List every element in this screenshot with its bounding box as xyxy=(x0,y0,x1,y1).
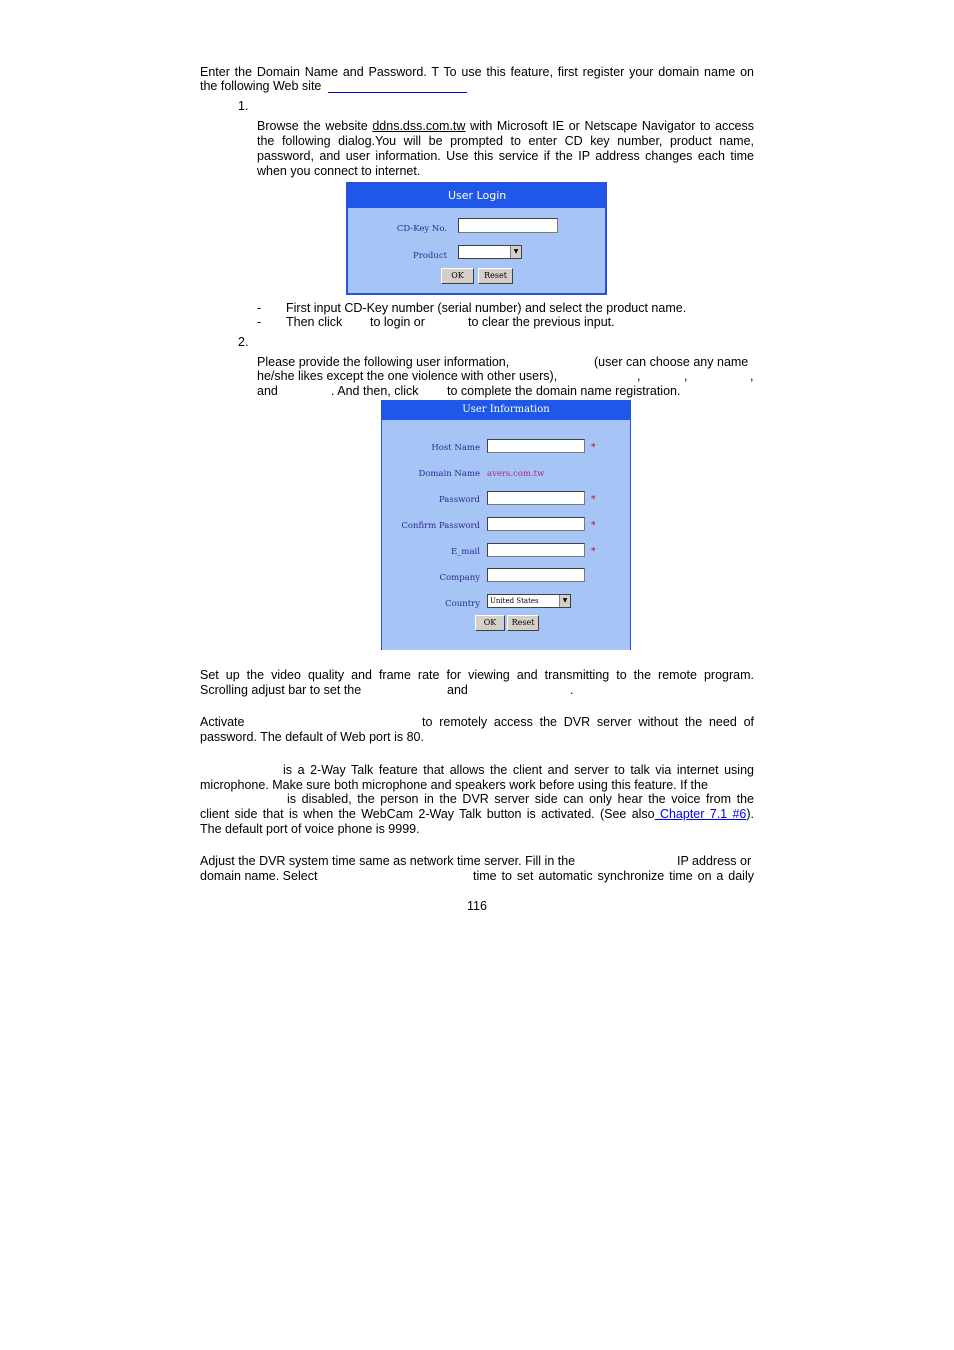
reset-button[interactable]: Reset xyxy=(507,615,539,631)
reset-button[interactable]: Reset xyxy=(478,268,513,284)
user-information-dialog xyxy=(381,400,631,650)
page-number: 116 xyxy=(467,899,487,913)
required-star: * xyxy=(591,547,596,557)
chevron-down-icon: ▼ xyxy=(559,595,570,607)
confirm-password-input[interactable] xyxy=(487,517,585,531)
bullet-1-text: First input CD-Key number (serial number) and select the product name. xyxy=(286,301,687,315)
ok-button[interactable]: OK xyxy=(475,615,505,631)
time-l2a: domain name. Select xyxy=(200,869,318,883)
host-name-input[interactable] xyxy=(487,439,585,453)
dialog-title: User Login xyxy=(348,184,605,208)
user-login-dialog xyxy=(346,182,607,295)
time-l2b: time to set automatic synchronize time on a daily xyxy=(473,869,754,883)
required-star: * xyxy=(591,443,596,453)
comma-3: , xyxy=(750,369,754,383)
chapter-link[interactable]: Chapter 7.1 #6 xyxy=(654,807,747,821)
country-label: Country xyxy=(445,599,480,609)
intro-line-1: Enter the Domain Name and Password. T To use this feature, first register your domain name on xyxy=(200,65,754,79)
product-label: Product xyxy=(413,251,447,261)
ok-button[interactable]: OK xyxy=(441,268,474,284)
company-input[interactable] xyxy=(487,568,585,582)
comma-2: , xyxy=(684,369,688,383)
dialog-title: User Information xyxy=(382,400,630,420)
password-label: Password xyxy=(438,495,480,505)
web-l1a: Activate xyxy=(200,715,245,729)
cdkey-input[interactable] xyxy=(458,218,558,233)
required-star: * xyxy=(591,521,596,531)
voice-l4: client side that is when the WebCam 2-Way Talk button is activated. (See also Chapter 7.1 #6). xyxy=(200,807,754,821)
product-select[interactable] xyxy=(458,245,522,259)
comma-1: , xyxy=(637,369,641,383)
domain-name-label: Domain Name xyxy=(418,469,480,479)
web-l2: password. The default of Web port is 80. xyxy=(200,730,424,744)
email-label: E_mail xyxy=(450,547,480,557)
bullet-2b: to login or xyxy=(370,315,425,329)
bullet-2c: to clear the previous input. xyxy=(468,315,615,329)
voice-l5: The default port of voice phone is 9999. xyxy=(200,822,420,836)
video-paragraph: Set up the video quality and frame rate for viewing and transmitting to the remote program. xyxy=(200,668,754,682)
website-link-underline[interactable] xyxy=(328,92,467,93)
step-2-l3a: and xyxy=(257,384,278,398)
step-2-l3b: . And then, click xyxy=(331,384,419,398)
host-name-label: Host Name xyxy=(431,443,480,453)
voice-l2: microphone. Make sure both microphone and speakers work before using this feature. If the xyxy=(200,778,708,792)
confirm-password-label: Confirm Password xyxy=(401,521,480,531)
step-1-text: Browse the website ddns.dss.com.tw with Microsoft IE or Netscape Navigator to access the following dialog.You will be prompted to enter CD key number, product name, password, and user information. Use this service if the IP address changes each time when you connect to internet. xyxy=(257,119,754,178)
password-input[interactable] xyxy=(487,491,585,505)
video-l2a: Scrolling adjust bar to set the xyxy=(200,683,362,697)
step-2-number: 2. xyxy=(238,335,249,349)
country-select[interactable]: United States ▼ xyxy=(487,594,571,608)
time-l1a: Adjust the DVR system time same as network time server. Fill in the xyxy=(200,854,576,868)
step-2-l1b: (user can choose any name xyxy=(594,355,749,369)
video-l2b: and xyxy=(447,683,468,697)
chevron-down-icon: ▼ xyxy=(510,246,521,258)
bullet-dash-1: - xyxy=(257,301,262,315)
email-input[interactable] xyxy=(487,543,585,557)
voice-l1: is a 2-Way Talk feature that allows the client and server to talk via internet using xyxy=(283,763,754,777)
step-2-l2: he/she likes except the one violence with other users), xyxy=(257,369,558,383)
voice-l3: is disabled, the person in the DVR server side can only hear the voice from the xyxy=(287,792,754,806)
cdkey-label: CD-Key No. xyxy=(396,224,447,234)
bullet-2a: Then click xyxy=(286,315,343,329)
web-l1b: to remotely access the DVR server without the need of xyxy=(422,715,754,729)
required-star: * xyxy=(591,495,596,505)
step-1-number: 1. xyxy=(238,99,249,113)
intro-line-2: the following Web site xyxy=(200,79,322,93)
domain-name-value: avers.com.tw xyxy=(487,469,545,479)
ddns-link[interactable]: ddns.dss.com.tw xyxy=(372,119,466,133)
step-2-l1a: Please provide the following user information, xyxy=(257,355,510,369)
bullet-dash-2: - xyxy=(257,315,262,329)
video-l2c: . xyxy=(570,683,574,697)
time-l1b: IP address or xyxy=(677,854,752,868)
company-label: Company xyxy=(439,573,480,583)
step-2-l3c: to complete the domain name registration. xyxy=(447,384,681,398)
